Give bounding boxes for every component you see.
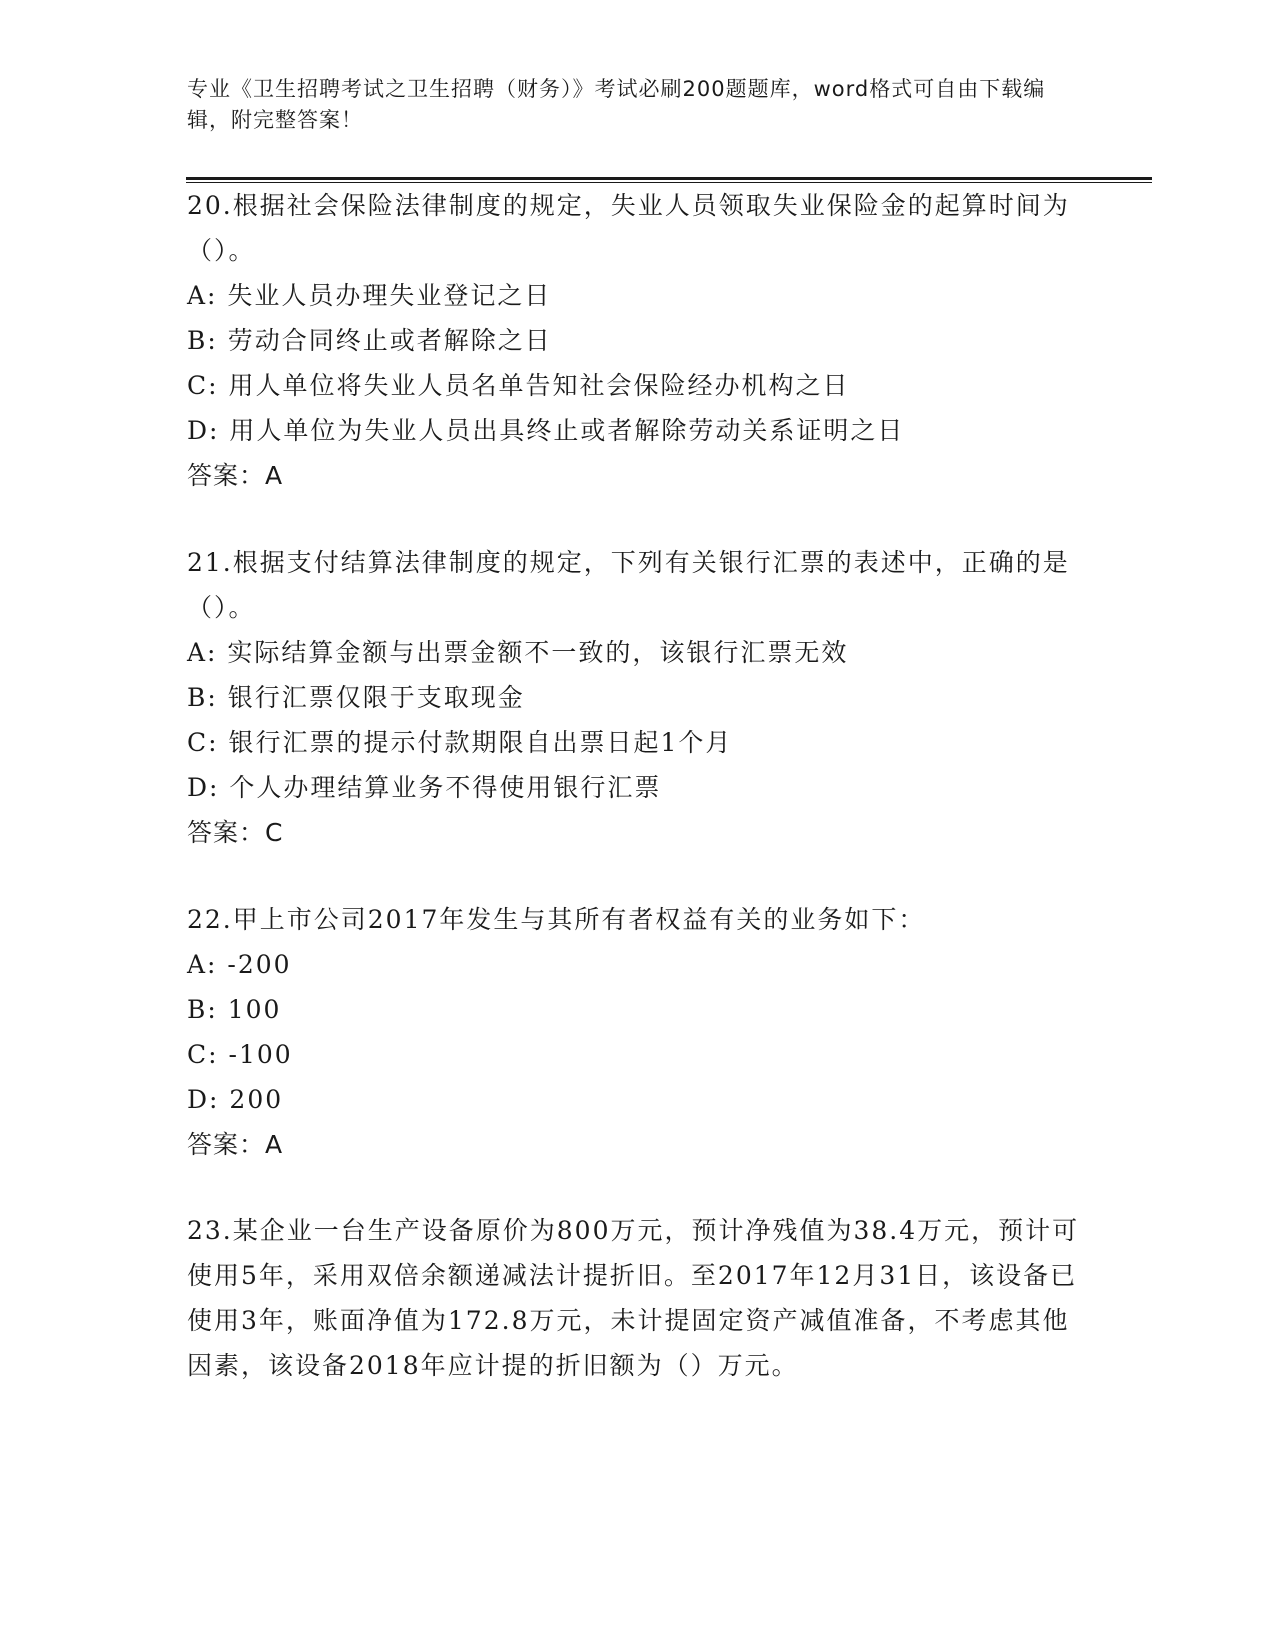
header-divider-thick — [186, 177, 1152, 180]
option-b: B: 100 — [187, 995, 282, 1024]
question-21 — [187, 540, 1087, 855]
question-23 — [187, 1208, 1087, 1388]
option-c: C: 银行汇票的提示付款期限自出票日起1个月 — [187, 728, 733, 757]
option-a: A: 失业人员办理失业登记之日 — [187, 281, 552, 310]
option-d: D: 200 — [187, 1085, 284, 1114]
option-a: A: -200 — [187, 950, 292, 979]
option-c: C: 用人单位将失业人员名单告知社会保险经办机构之日 — [187, 371, 850, 400]
question-20 — [187, 183, 1087, 498]
option-b: B: 银行汇票仅限于支取现金 — [187, 683, 525, 712]
answer: 答案：C — [187, 818, 284, 847]
question-stem: 22.甲上市公司2017年发生与其所有者权益有关的业务如下： — [187, 905, 926, 934]
option-d: D: 个人办理结算业务不得使用银行汇票 — [187, 773, 662, 802]
option-a: A: 实际结算金额与出票金额不一致的，该银行汇票无效 — [187, 638, 849, 667]
question-stem: 23.某企业一台生产设备原价为800万元，预计净残值为38.4万元，预计可使用5年，采用双倍余额递减法计提折旧。至2017年12月31日，该设备已使用3年，账面净值为172.8万元，未计提固定资产减值准备，不考虑其他因素，该设备2018年应计提的折旧额为（）万元。 — [187, 1216, 1080, 1380]
option-d: D: 用人单位为失业人员出具终止或者解除劳动关系证明之日 — [187, 416, 905, 445]
answer: 答案：A — [187, 461, 284, 490]
document-header: 专业《卫生招聘考试之卫生招聘（财务）》考试必刷200题题库，word格式可自由下载编辑，附完整答案！ — [187, 77, 1046, 132]
question-stem: 21.根据支付结算法律制度的规定，下列有关银行汇票的表述中，正确的是（）。 — [187, 548, 1070, 622]
question-stem: 20.根据社会保险法律制度的规定，失业人员领取失业保险金的起算时间为（）。 — [187, 191, 1070, 265]
question-22 — [187, 897, 1087, 1167]
option-b: B: 劳动合同终止或者解除之日 — [187, 326, 552, 355]
answer: 答案：A — [187, 1130, 284, 1159]
option-c: C: -100 — [187, 1040, 293, 1069]
